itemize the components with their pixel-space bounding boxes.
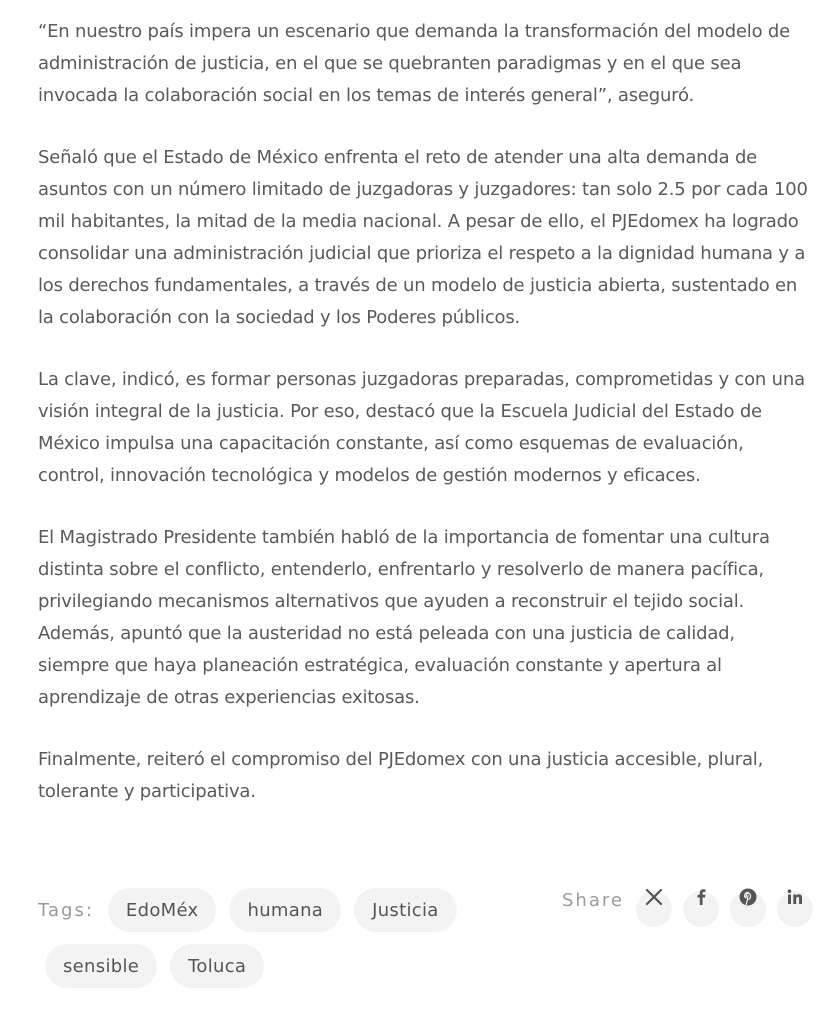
tags-list — [38, 888, 470, 932]
tag-toluca[interactable]: Toluca — [170, 944, 264, 988]
linkedin-icon — [785, 887, 805, 907]
tag-edomex[interactable]: EdoMéx — [108, 888, 217, 932]
facebook-icon — [691, 887, 711, 907]
share-bar — [562, 888, 824, 927]
tags-label: Tags: — [38, 899, 94, 921]
share-label: Share — [562, 890, 624, 911]
tags-list-row-2 — [45, 944, 277, 988]
pinterest-icon — [738, 887, 758, 907]
tag-sensible[interactable]: sensible — [45, 944, 157, 988]
article-paragraph: “En nuestro país impera un escenario que demanda la transformación del modelo de administración de justicia, en el que se quebranten paradigmas y en el que sea invocada la colaboración social en los temas de interés general”, aseguró. — [38, 21, 791, 106]
share-linkedin-button[interactable] — [777, 891, 813, 927]
article-paragraph: Finalmente, reiteró el compromiso del PJEdomex con una justicia accesible, plural, tolerante y participativa. — [38, 749, 764, 802]
share-facebook-button[interactable] — [683, 891, 719, 927]
share-pinterest-button[interactable] — [730, 891, 766, 927]
tag-humana[interactable]: humana — [229, 888, 341, 932]
article-paragraph: El Magistrado Presidente también habló de la importancia de fomentar una cultura distinta sobre el conflicto, entenderlo, enfrentarlo y resolverlo de manera pacífica, privilegiando mecanismos alternativos que ayuden a reconstruir el tejido social. Además, apuntó que la austeridad no está peleada con una justicia de calidad, siempre que haya planeación estratégica, evaluación constante y apertura al aprendizaje de otras experiencias exitosas. — [38, 527, 770, 708]
x-icon — [644, 887, 664, 907]
article-paragraph: La clave, indicó, es formar personas juzgadoras preparadas, comprometidas y con una visión integral de la justicia. Por eso, destacó que la Escuela Judicial del Estado de México impulsa una capacitación constante, así como esquemas de evaluación, control, innovación tecnológica y modelos de gestión modernos y eficaces. — [38, 369, 805, 486]
article-body — [38, 16, 810, 838]
share-x-button[interactable] — [636, 891, 672, 927]
tag-justicia[interactable]: Justicia — [354, 888, 456, 932]
article-paragraph: Señaló que el Estado de México enfrenta el reto de atender una alta demanda de asuntos con un número limitado de juzgadoras y juzgadores: tan solo 2.5 por cada 100 mil habitantes, la mitad de la media nacional. A pesar de ello, el PJEdomex ha logrado consolidar una administración judicial que prioriza el respeto a la dignidad humana y a los derechos fundamentales, a través de un modelo de justicia abierta, sustentado en la colaboración con la sociedad y los Poderes públicos. — [38, 147, 808, 328]
